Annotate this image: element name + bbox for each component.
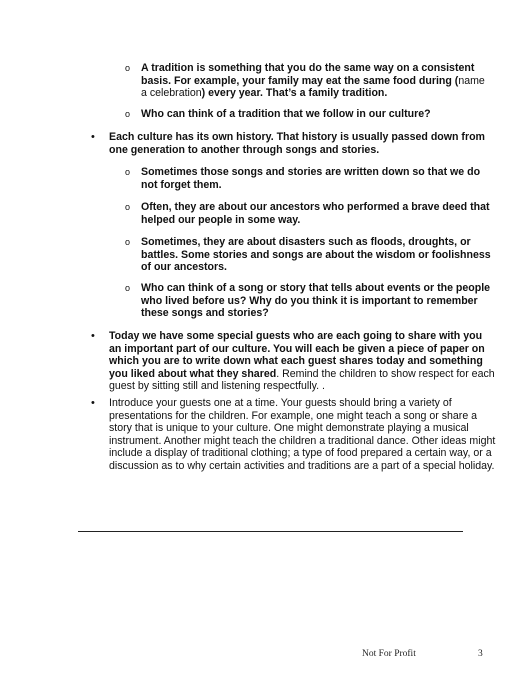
text-segment: Often, they are about our ancestors who performed a brave deed that helped our people in some way. xyxy=(141,201,490,226)
sub-bullet-marker: o xyxy=(125,237,131,247)
sub-bullet-paragraph xyxy=(141,236,491,274)
sub-bullet-paragraph xyxy=(141,62,491,100)
text-segment: Each culture has its own history. That history is usually passed down from one generation to another through songs and stories. xyxy=(109,131,485,156)
sub-bullet-marker: o xyxy=(125,283,131,293)
sub-bullet-paragraph xyxy=(141,282,491,320)
bullet-paragraph xyxy=(109,397,497,473)
bullet-paragraph xyxy=(109,131,497,156)
text-segment: Who can think of a song or story that tells about events or the people who lived before us? Why do you think it is important to remember these songs and stories? xyxy=(141,282,491,320)
text-segment: Introduce your guests one at a time. Your guests should bring a variety of presentations for the children. For example, one might teach a song or share a story that is unique to your culture. One might demonstrate playing a musical instrument. Another might teach the children a traditional dance. Other ideas might include a display of traditional clothing; a type of food prepared a certain way, or a discussion as to why certain activities and traditions are a part of a special holiday. xyxy=(109,397,496,472)
text-segment: name a celebration xyxy=(141,74,485,100)
sub-bullet-marker: o xyxy=(125,63,131,73)
text-segment: Today we have some special guests who are each going to share with you an important part of our culture. You will each be given a piece of paper on which you are to write down what each guest shares today and something you liked about what they shared xyxy=(109,330,485,380)
bullet-marker: • xyxy=(91,330,95,342)
sub-bullet-paragraph xyxy=(141,201,491,226)
footer-label: Not For Profit xyxy=(362,649,416,659)
sub-bullet-paragraph xyxy=(141,108,491,121)
sub-bullet-marker: o xyxy=(125,202,131,212)
text-segment: Sometimes those songs and stories are written down so that we do not forget them. xyxy=(141,166,481,191)
bullet-marker: • xyxy=(91,131,95,143)
text-segment: A tradition is something that you do the same way on a consistent basis. For example, your family may eat the same food during ( xyxy=(141,62,475,87)
text-segment: Who can think of a tradition that we follow in our culture? xyxy=(141,108,431,120)
sub-bullet-paragraph xyxy=(141,166,491,191)
text-segment: Sometimes, they are about disasters such as floods, droughts, or battles. Some stories and songs are about the wisdom or foolishness of our ancestors. xyxy=(141,236,491,274)
text-segment: ) every year. That’s a family tradition. xyxy=(201,87,388,100)
page-number: 3 xyxy=(478,649,483,659)
text-segment: . Remind the children to show respect for each guest by sitting still and listening respectfully. . xyxy=(109,367,495,393)
bullet-paragraph xyxy=(109,330,497,393)
sub-bullet-marker: o xyxy=(125,109,131,119)
bullet-marker: • xyxy=(91,397,95,409)
horizontal-rule xyxy=(78,531,463,532)
sub-bullet-marker: o xyxy=(125,167,131,177)
